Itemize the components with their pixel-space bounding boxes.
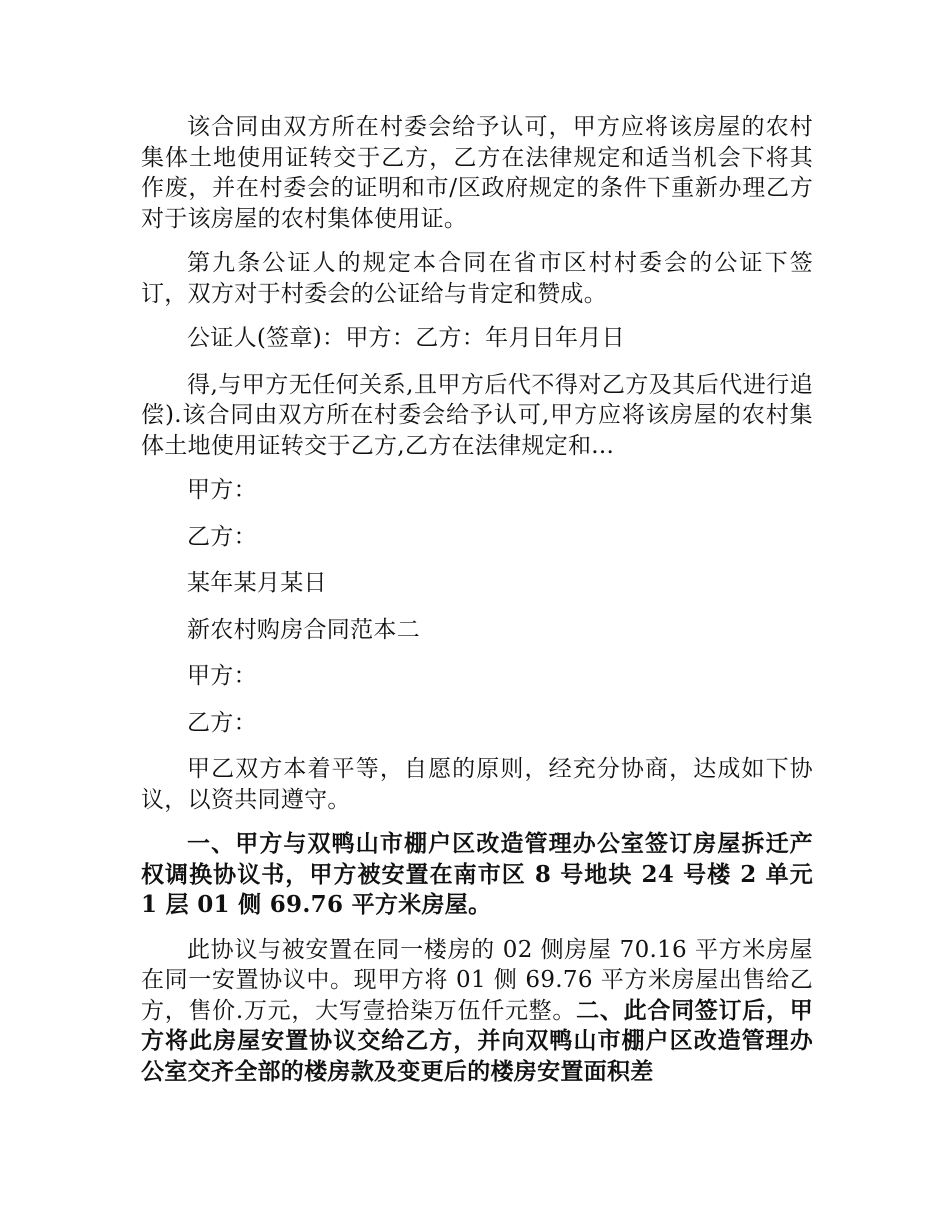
paragraph-party-b: 乙方： xyxy=(187,523,257,550)
paragraph-notary-signature: 公证人(签章)：甲方：乙方：年月日年月日 xyxy=(187,325,625,351)
paragraph-clause-two xyxy=(141,935,813,1088)
paragraph-excerpt: 得,与甲方无任何关系,且甲方后代不得对乙方及其后代进行追偿).该合同由双方所在村委会给予认可,甲方应将该房屋的农村集体土地使用证转交于乙方,乙方在法律规定和... xyxy=(141,371,813,459)
paragraph-clause-one: 一、甲方与双鸭山市棚户区改造管理办公室签订房屋拆迁产权调换协议书，甲方被安置在南市区 8 号地块 24 号楼 2 单元 1 层 01 侧 69.76 平方米房屋。 xyxy=(141,830,813,918)
paragraph-article-nine: 第九条公证人的规定本合同在省市区村村委会的公证下签订，双方对于村委会的公证给与肯定和赞成。 xyxy=(141,250,813,307)
document-page xyxy=(141,112,813,1101)
paragraph-template-title: 新农村购房合同范本二 xyxy=(187,616,420,643)
paragraph-date: 某年某月某日 xyxy=(187,570,327,596)
paragraph-party-a-2: 甲方： xyxy=(187,663,257,689)
clause-two-bold-text: 二、此合同签订后，甲方将此房屋安置协议交给乙方，并向双鸭山市棚户区改造管理办公室交齐全部的楼房款及变更后的楼房安置面积差 xyxy=(141,996,814,1085)
clause-two-normal-text: 此协议与被安置在同一楼房的 02 侧房屋 70.16 平方米房屋在同一安置协议中。现甲方将 01 侧 69.76 平方米房屋出售给乙方，售价.万元，大写壹拾柒万伍仟元整。 xyxy=(141,936,813,1024)
paragraph-party-b-2: 乙方： xyxy=(187,709,257,736)
paragraph-contract-approval: 该合同由双方所在村委会给予认可，甲方应将该房屋的农村集体土地使用证转交于乙方，乙方在法律规定和适当机会下将其作废，并在村委会的证明和市/区政府规定的条件下重新办理乙方对于该房屋的农村集体使用证。 xyxy=(141,114,813,232)
paragraph-party-a: 甲方： xyxy=(187,477,257,503)
paragraph-agreement-intro: 甲乙双方本着平等，自愿的原则，经充分协商，达成如下协议，以资共同遵守。 xyxy=(141,756,813,813)
